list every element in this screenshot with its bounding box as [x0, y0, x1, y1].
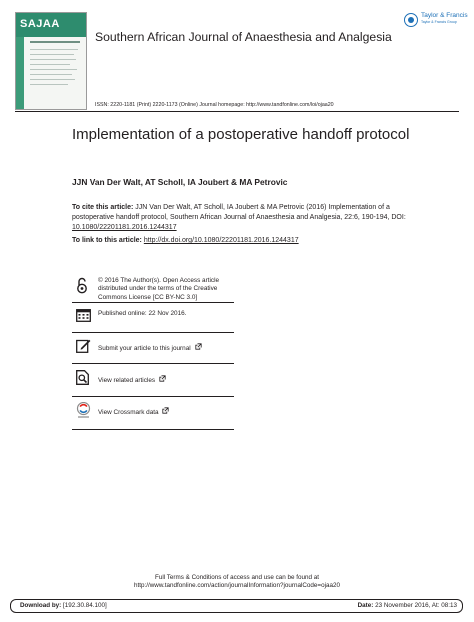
cover-text-line: [30, 54, 74, 55]
link-label: To link to this article:: [72, 237, 144, 244]
terms-notice: [0, 574, 474, 590]
submit-article-link[interactable]: [98, 343, 202, 353]
open-access-icon: [76, 277, 88, 294]
download-ip: [192.30.84.100]: [61, 602, 107, 609]
cover-text-line: [30, 64, 70, 65]
license-line: © 2016 The Author(s). Open Access article: [98, 277, 220, 284]
crossmark-icon: [76, 402, 91, 419]
info-divider: [72, 396, 234, 397]
download-by: [20, 602, 107, 609]
cover-subtitle-bar: [30, 41, 80, 43]
license-line: distributed under the terms of the Creative: [98, 285, 218, 293]
related-articles-label: View related articles: [98, 377, 156, 384]
doi-link[interactable]: 10.1080/22201181.2016.1244317: [72, 224, 177, 231]
terms-line: Full Terms & Conditions of access and use can be found at: [154, 574, 320, 581]
publisher-tagline: Taylor & Francis Group: [421, 20, 457, 24]
submit-row[interactable]: [72, 336, 234, 361]
info-divider: [72, 302, 234, 303]
download-info-bar: [10, 599, 463, 613]
cover-text-line: [30, 74, 72, 75]
edit-icon: [76, 338, 91, 353]
header-divider: [15, 111, 459, 112]
calendar-icon: [76, 308, 91, 322]
cover-logo: SAJAA: [20, 18, 60, 30]
article-link[interactable]: http://dx.doi.org/10.1080/22201181.2016.1244317: [143, 237, 299, 244]
published-row: [72, 305, 234, 330]
citation-label: To cite this article:: [72, 204, 134, 211]
submit-article-label: Submit your article to this journal: [98, 345, 191, 352]
cover-text-line: [30, 69, 77, 70]
info-divider: [72, 429, 234, 430]
citation-text: JJN Van Der Walt, AT Scholl, IA Joubert & MA Petrovic (2016) Implementation of a postoperative handoff protocol, Southern African Journal of Anaesthesia and Analgesia, 22:6, 190-194, DOI:: [72, 204, 406, 221]
related-articles-link[interactable]: [98, 375, 166, 385]
external-link-icon: [195, 343, 202, 350]
info-divider: [72, 332, 234, 333]
crossmark-label: View Crossmark data: [98, 409, 159, 416]
date-label: Date:: [357, 602, 374, 609]
crossmark-row[interactable]: [72, 400, 234, 428]
journal-title: Southern African Journal of Anaesthesia and Analgesia: [95, 30, 392, 44]
cover-text-line: [30, 79, 75, 80]
cover-text-line: [30, 59, 76, 60]
date-value: 23 November 2016, At: 08:13: [373, 602, 457, 609]
article-authors: JJN Van Der Walt, AT Scholl, IA Joubert & MA Petrovic: [72, 177, 288, 187]
cover-text-line: [30, 49, 78, 50]
terms-url[interactable]: http://www.tandfonline.com/action/journalInformation?journalCode=ojaa20: [133, 582, 340, 590]
crossmark-link[interactable]: [98, 407, 169, 417]
download-label: Download by:: [20, 602, 62, 609]
related-row[interactable]: [72, 368, 234, 393]
info-divider: [72, 363, 234, 364]
document-search-icon: [76, 370, 89, 385]
download-date: [358, 602, 457, 609]
cover-text-line: [30, 84, 68, 85]
publisher-logo-icon: [404, 13, 418, 27]
external-link-icon: [159, 375, 166, 382]
publisher-logo[interactable]: [404, 12, 468, 30]
journal-cover-thumbnail: [15, 12, 87, 110]
article-link-block: [72, 236, 407, 246]
citation-block: [72, 203, 407, 233]
license-row: [72, 275, 234, 302]
external-link-icon: [162, 407, 169, 414]
issn-line: ISSN: 2220-1181 (Print) 2220-1173 (Online) Journal homepage: http://www.tandfonline.com/loi/ojaa20: [95, 102, 334, 108]
publisher-name: Taylor & Francis: [421, 12, 468, 19]
article-title: Implementation of a postoperative handoff protocol: [72, 126, 410, 143]
cover-spine: [16, 37, 24, 109]
published-date: Published online: 22 Nov 2016.: [98, 310, 187, 317]
license-line: Commons License [CC BY-NC 3.0]: [98, 293, 198, 301]
